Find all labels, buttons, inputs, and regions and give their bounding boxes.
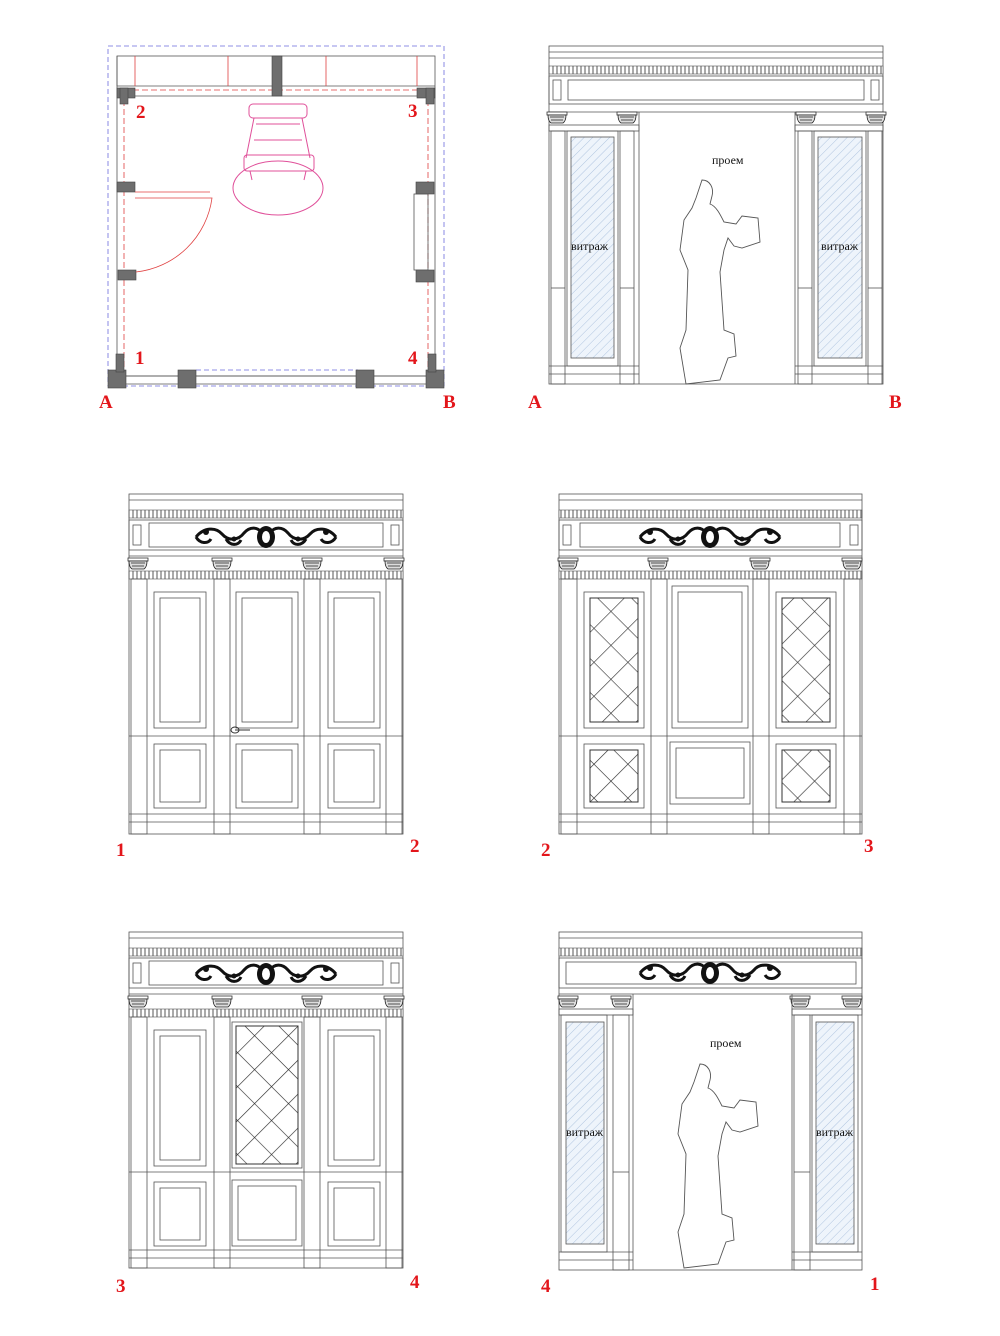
opening-label: проем [710, 1036, 742, 1050]
plan-corner-b: B [443, 392, 456, 413]
elevation-mark-right: 2 [410, 836, 420, 857]
elevation-mark-right: B [889, 392, 902, 413]
plan-corner-a: A [99, 392, 113, 413]
elevation-mark-right: 1 [870, 1274, 880, 1295]
elevation-mark-left: 2 [541, 840, 551, 861]
plan-wall-mark-3: 3 [408, 101, 418, 122]
elevation-mark-right: 4 [410, 1272, 420, 1293]
elevation-2-3 [541, 494, 874, 861]
glass-label-right: витраж [821, 239, 859, 253]
elevation-a-b [528, 46, 902, 413]
glass-label-left: витраж [571, 239, 609, 253]
elevation-mark-right: 3 [864, 836, 874, 857]
elevation-mark-left: 4 [541, 1276, 551, 1297]
plan-wall-mark-1: 1 [135, 348, 145, 369]
opening-label: проем [712, 153, 744, 167]
glass-label-right: витраж [816, 1125, 854, 1139]
plan-wall-mark-2: 2 [136, 102, 146, 123]
elevation-mark-left: 3 [116, 1276, 126, 1297]
plan-wall-mark-4: 4 [408, 348, 418, 369]
elevation-1-2 [116, 494, 420, 861]
elevation-mark-left: A [528, 392, 542, 413]
elevation-4-1 [541, 932, 880, 1297]
glass-label-left: витраж [566, 1125, 604, 1139]
floor-plan [99, 46, 456, 413]
elevation-3-4 [116, 932, 420, 1297]
elevation-mark-left: 1 [116, 840, 126, 861]
